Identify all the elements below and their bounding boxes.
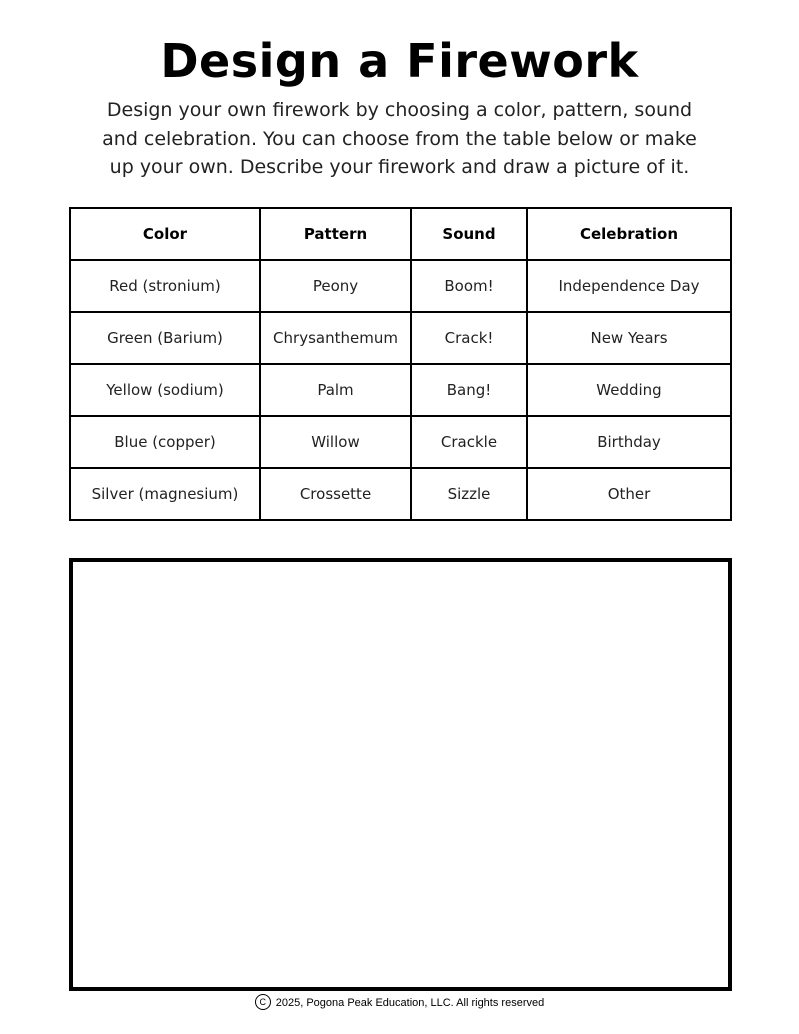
copyright-text: 2025, Pogona Peak Education, LLC. All rights reserved	[275, 997, 545, 1009]
pattern-cell: Palm	[260, 364, 411, 416]
celebration-cell: Independence Day	[527, 260, 731, 312]
sound-cell: Boom!	[411, 260, 527, 312]
celebration-cell: Other	[527, 468, 731, 520]
firework-options-table	[69, 207, 732, 521]
copyright-icon: C	[255, 994, 271, 1010]
copyright-footer	[0, 993, 799, 1013]
drawing-area[interactable]	[69, 558, 732, 991]
sound-cell: Sizzle	[411, 468, 527, 520]
page-title: Design a Firework	[160, 34, 639, 88]
column-header-sound: Sound	[411, 208, 527, 260]
sound-cell: Bang!	[411, 364, 527, 416]
celebration-cell: Wedding	[527, 364, 731, 416]
table-row	[70, 416, 731, 468]
column-header-pattern: Pattern	[260, 208, 411, 260]
pattern-cell: Peony	[260, 260, 411, 312]
color-cell: Red (stronium)	[70, 260, 260, 312]
celebration-cell: New Years	[527, 312, 731, 364]
pattern-cell: Crossette	[260, 468, 411, 520]
table-row	[70, 468, 731, 520]
pattern-cell: Chrysanthemum	[260, 312, 411, 364]
color-cell: Green (Barium)	[70, 312, 260, 364]
table-row	[70, 364, 731, 416]
sound-cell: Crack!	[411, 312, 527, 364]
color-cell: Yellow (sodium)	[70, 364, 260, 416]
pattern-cell: Willow	[260, 416, 411, 468]
table-row	[70, 312, 731, 364]
celebration-cell: Birthday	[527, 416, 731, 468]
sound-cell: Crackle	[411, 416, 527, 468]
table-header-row	[70, 208, 731, 260]
column-header-celebration: Celebration	[527, 208, 731, 260]
color-cell: Silver (magnesium)	[70, 468, 260, 520]
color-cell: Blue (copper)	[70, 416, 260, 468]
instructions-text: Design your own firework by choosing a color, pattern, sound and celebration. You can choose from the table below or make up your own. Describe your firework and draw a picture of it.	[102, 99, 697, 178]
table-row	[70, 260, 731, 312]
column-header-color: Color	[70, 208, 260, 260]
